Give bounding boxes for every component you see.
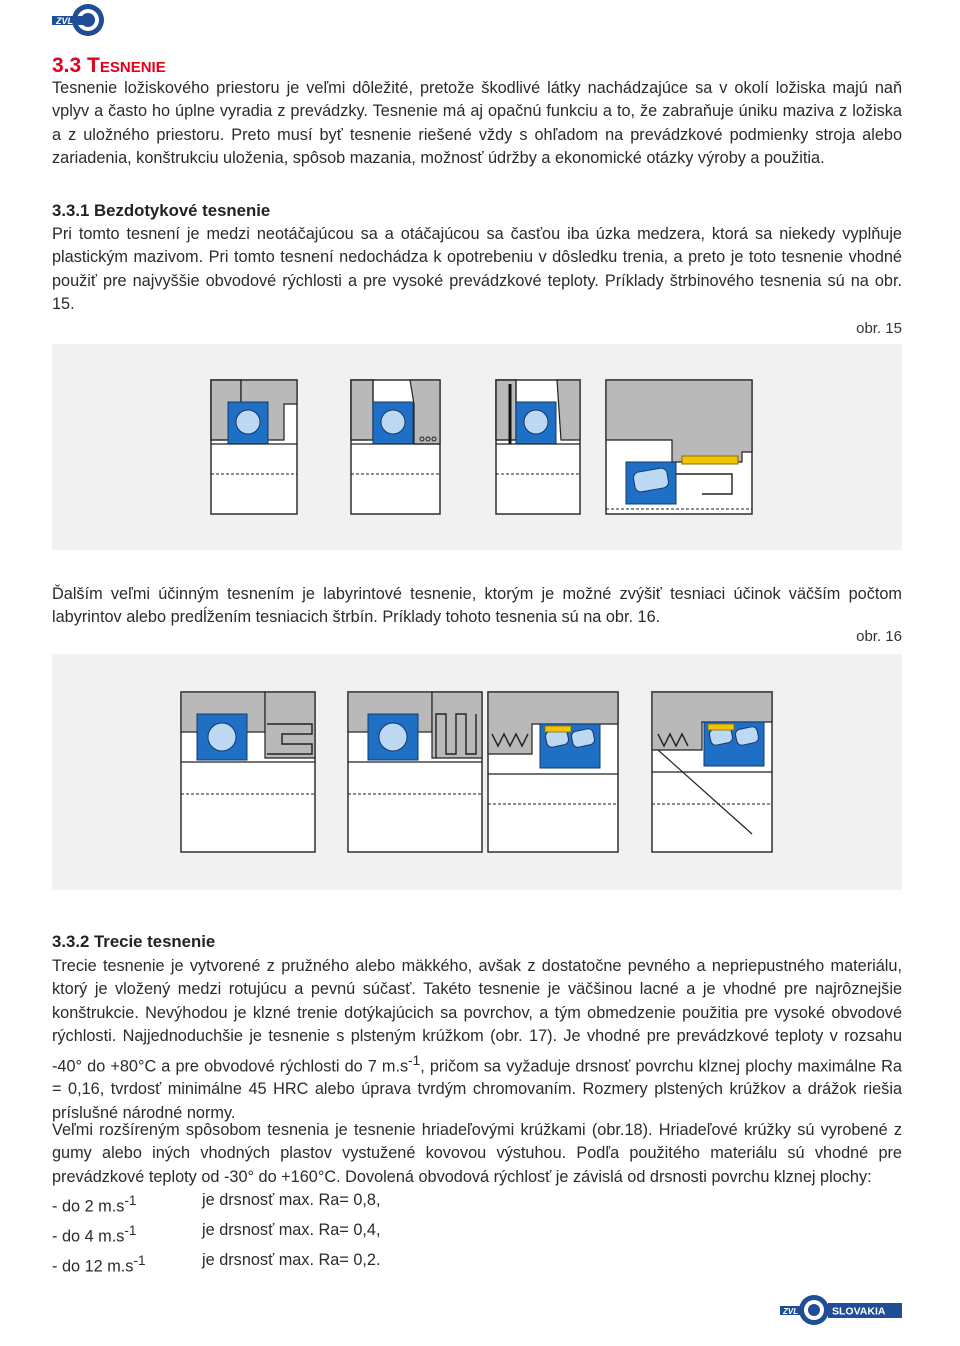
fig16-drawing-2	[348, 692, 482, 852]
fig15-drawing-2	[351, 380, 440, 514]
logo-text: ZVL	[56, 16, 73, 26]
subsection-2-paragraph-1	[52, 955, 902, 1125]
subsection-1-paragraph: Pri tomto tesnení je medzi neotáčajúcou sa a otáčajúcou sa časťou iba úzka medzera, ktorá sa niekedy vyplňuje plastickým mazivom. Pri tomto tesnení nedochádza k opotrebeniu v dôsledku trenia, a preto je toto tesnenie vhodné použiť pre najvyššie obvodové rýchlosti a pre vysoké prevádzkové teploty. Príklady štrbinového tesnenia sú na obr. 15.	[52, 225, 902, 314]
fig16-drawing-4	[652, 692, 772, 852]
section-number: 3.3	[52, 54, 82, 77]
roughness-list	[52, 1189, 381, 1278]
fig15-caption: obr. 15	[856, 320, 902, 337]
subsection-2-paragraph-2: Veľmi rozšíreným spôsobom tesnenia je tesnenie hriadeľovými krúžkami (obr.18). Hriadeľové krúžky sú vyrobené z gumy alebo iných vhodných plastov vystužené kovovou výstuhou. Podľa použitého materiálu sú vhodné pre prevádzkové teploty od -30° do +160°C. Dovolená obvodová rýchlosť je závislá od drsnosti povrchu klznej plochy:	[52, 1121, 902, 1186]
roughness-cell: je drsnosť max. Ra= 0,8,	[202, 1191, 381, 1209]
sub2-p1-part-b: , pričom sa vyžaduje drsnosť povrchu klznej plochy maximálne Ra = 0,16, tvrdosť minimálne 45 HRC alebo úprava tvrdým chromovaním. Rozmery plstených krúžkov a drážok riešia príslušné národné normy.	[52, 1057, 902, 1122]
speed-cell: - do 4 $m.s^{-1}$	[52, 1222, 137, 1246]
roughness-cell: je drsnosť max. Ra= 0,2.	[202, 1250, 381, 1269]
section-heading	[52, 54, 166, 78]
fig16-caption: obr. 16	[856, 628, 902, 645]
speed-cell: - do 12 $m.s^{-1}$	[52, 1252, 146, 1276]
intro-paragraph: Tesnenie ložiskového priestoru je veľmi dôležité, pretože škodlivé látky nachádzajúce sa v okolí ložiska majú naň vplyv a často ho úplne vyradia z prevádzky. Tesnenie má aj opačnú funkciu a to, že zabraňuje úniku maziva z ložiska a z uložného priestoru. Preto musí byť tesnenie riešené vždy s ohľadom na prevádzkové podmienky stroja alebo zariadenia, konštrukciu uloženia, spôsob mazania, možnosť údržby a ekonomické otázky výroby a použitia.	[52, 79, 902, 168]
superscript-1: -1	[408, 1052, 421, 1068]
zvl-logo-top	[52, 2, 108, 43]
fig16-drawing-3	[488, 692, 618, 852]
subsection-2-heading: 3.3.2 Trecie tesnenie	[52, 932, 216, 951]
zvl-slovakia-logo	[780, 1294, 902, 1333]
logo-suffix: SLOVAKIA	[832, 1305, 886, 1318]
sub2-p1-part-a: Trecie tesnenie je vytvorené z pružného alebo mäkkého, avšak z dostatočne pevného a nepriepustného materiálu, ktorý je vložený medzi rotujúcu a pevnú súčasť. Takéto tesnenie je väčšinou lacné a je vhodné pre najrôznejšie konštrukcie. Nevýhodou je klzné trenie dotýkajúcich sa povrchov, a tým obmedzenie použitia pre vysoké obvodové rýchlosti. Najjednoduchšie je tesnenie s plsteným krúžkom (obr. 17). Je vhodné pre prevádzkové teploty v rozsahu -40° do +80°C a pre obvodové rýchlosti do 7 m.s	[52, 957, 902, 1076]
roughness-row	[52, 1249, 381, 1279]
fig15-drawing-1	[211, 380, 297, 514]
roughness-row	[52, 1189, 381, 1219]
figure-15	[52, 344, 902, 550]
labyrinth-paragraph: Ďalším veľmi účinným tesnením je labyrintové tesnenie, ktorým je možné zvýšiť tesniaci účinok väčším počtom labyrintov alebo predĺžením tesniacich štrbín. Príklady tohoto tesnenia sú na obr. 16.	[52, 585, 902, 627]
section-title: Tesnenie	[87, 54, 166, 77]
fig15-drawing-3	[496, 380, 580, 514]
logo-text-bottom: ZVL	[783, 1307, 799, 1316]
roughness-cell: je drsnosť max. Ra= 0,4,	[202, 1220, 381, 1239]
speed-cell: - do 2 $m.s^{-1}$	[52, 1193, 137, 1216]
fig16-drawing-1	[181, 692, 315, 852]
roughness-row	[52, 1219, 381, 1249]
fig15-drawing-4	[606, 380, 752, 514]
figure-16	[52, 654, 902, 890]
subsection-1-heading: 3.3.1 Bezdotykové tesnenie	[52, 201, 271, 220]
